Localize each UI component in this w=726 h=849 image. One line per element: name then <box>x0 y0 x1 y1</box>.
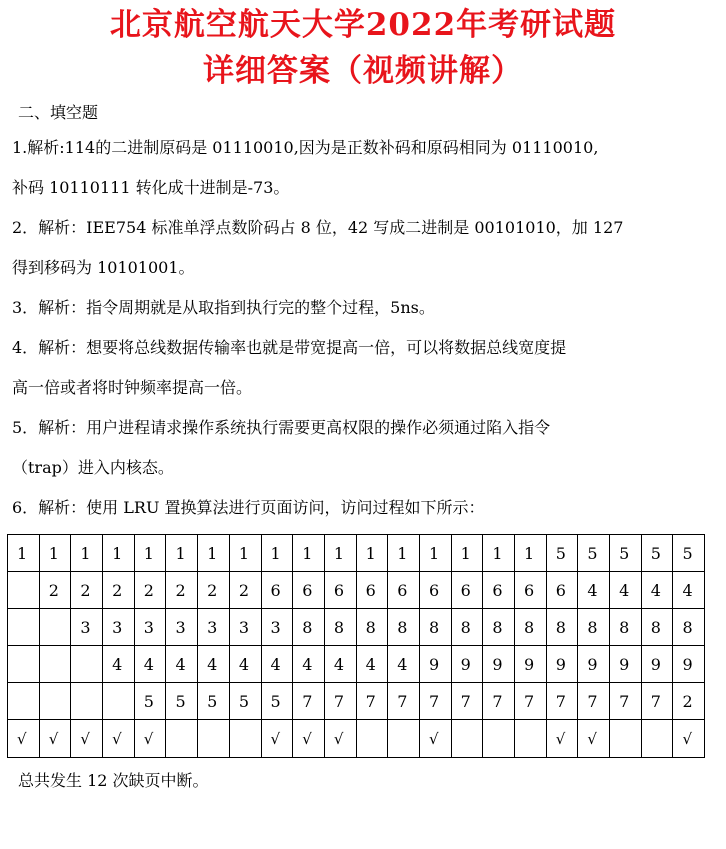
frame-cell: 9 <box>483 646 515 683</box>
frame-cell: 6 <box>356 572 388 609</box>
frame-cell <box>39 683 71 720</box>
summary-text: 总共发生 12 次缺页中断。 <box>18 771 209 790</box>
frame-cell: 8 <box>546 609 578 646</box>
frame-cell: 4 <box>103 646 135 683</box>
frame-row-3 <box>8 609 705 646</box>
frame-cell: 1 <box>451 535 483 572</box>
frame-cell: 7 <box>515 683 547 720</box>
frame-cell: 6 <box>388 572 420 609</box>
fault-mark-cell: √ <box>419 720 451 758</box>
frame-cell: 7 <box>293 683 325 720</box>
frame-cell: 3 <box>229 609 261 646</box>
frame-cell: 4 <box>261 646 293 683</box>
fault-mark-cell: √ <box>261 720 293 758</box>
frame-cell: 6 <box>293 572 325 609</box>
frame-cell: 4 <box>356 646 388 683</box>
frame-cell: 1 <box>356 535 388 572</box>
fault-mark-cell <box>356 720 388 758</box>
frame-cell: 7 <box>610 683 642 720</box>
frame-cell: 4 <box>198 646 230 683</box>
frame-cell: 5 <box>134 683 166 720</box>
fault-mark-cell <box>483 720 515 758</box>
fault-mark-cell <box>641 720 673 758</box>
frame-cell: 7 <box>546 683 578 720</box>
answer-2-line-1: 2．解析：IEE754 标准单浮点数阶码占 8 位，42 写成二进制是 00101010，加 127 <box>12 218 624 237</box>
frame-cell: 1 <box>324 535 356 572</box>
fault-mark-cell: √ <box>39 720 71 758</box>
frame-cell <box>8 609 40 646</box>
fault-mark-cell <box>515 720 547 758</box>
answer-5 <box>12 408 716 488</box>
frame-cell: 4 <box>229 646 261 683</box>
frame-cell: 9 <box>419 646 451 683</box>
answer-3 <box>12 288 716 328</box>
frame-cell: 1 <box>261 535 293 572</box>
lru-table-body <box>8 535 705 758</box>
frame-cell: 1 <box>293 535 325 572</box>
frame-cell: 7 <box>483 683 515 720</box>
frame-cell <box>8 683 40 720</box>
frame-cell: 5 <box>641 535 673 572</box>
frame-cell: 6 <box>261 572 293 609</box>
frame-cell: 7 <box>419 683 451 720</box>
frame-cell: 8 <box>673 609 705 646</box>
frame-cell: 2 <box>103 572 135 609</box>
answer-4 <box>12 328 716 408</box>
frame-cell: 1 <box>419 535 451 572</box>
frame-cell: 4 <box>673 572 705 609</box>
lru-page-table <box>7 534 705 758</box>
answer-6 <box>12 488 716 528</box>
section-heading: 二、填空题 <box>18 103 99 122</box>
frame-cell: 8 <box>324 609 356 646</box>
frame-cell: 7 <box>641 683 673 720</box>
frame-cell: 1 <box>71 535 103 572</box>
fault-mark-cell: √ <box>546 720 578 758</box>
frame-cell: 5 <box>610 535 642 572</box>
frame-cell: 5 <box>198 683 230 720</box>
frame-row-1 <box>8 535 705 572</box>
frame-cell: 8 <box>641 609 673 646</box>
answer-1-line-2: 补码 10110111 转化成十进制是-73。 <box>12 178 290 197</box>
frame-cell: 5 <box>578 535 610 572</box>
frame-cell: 9 <box>641 646 673 683</box>
frame-cell: 1 <box>134 535 166 572</box>
frame-cell: 1 <box>39 535 71 572</box>
frame-row-4 <box>8 646 705 683</box>
frame-cell: 9 <box>515 646 547 683</box>
frame-cell: 1 <box>166 535 198 572</box>
frame-cell: 3 <box>71 609 103 646</box>
frame-cell: 8 <box>419 609 451 646</box>
frame-cell: 8 <box>515 609 547 646</box>
fault-mark-cell: √ <box>134 720 166 758</box>
frame-cell: 7 <box>324 683 356 720</box>
frame-cell: 2 <box>229 572 261 609</box>
fault-mark-cell: √ <box>673 720 705 758</box>
fault-mark-cell: √ <box>103 720 135 758</box>
frame-cell: 6 <box>419 572 451 609</box>
fault-mark-cell: √ <box>71 720 103 758</box>
answer-5-line-1: 5．解析：用户进程请求操作系统执行需要更高权限的操作必须通过陷入指令 <box>12 418 551 437</box>
frame-cell: 2 <box>71 572 103 609</box>
frame-cell: 4 <box>388 646 420 683</box>
frame-cell: 1 <box>198 535 230 572</box>
answer-6-line-1: 6．解析：使用 LRU 置换算法进行页面访问，访问过程如下所示： <box>12 498 485 517</box>
fault-mark-cell <box>229 720 261 758</box>
frame-cell: 6 <box>451 572 483 609</box>
frame-cell: 8 <box>356 609 388 646</box>
frame-cell: 2 <box>39 572 71 609</box>
frame-cell: 9 <box>610 646 642 683</box>
answer-5-line-2: （trap）进入内核态。 <box>12 458 174 477</box>
frame-cell: 5 <box>261 683 293 720</box>
frame-cell: 4 <box>578 572 610 609</box>
frame-row-2 <box>8 572 705 609</box>
frame-cell: 8 <box>293 609 325 646</box>
fault-mark-cell: √ <box>8 720 40 758</box>
frame-cell: 6 <box>515 572 547 609</box>
fault-mark-cell: √ <box>324 720 356 758</box>
frame-cell: 3 <box>261 609 293 646</box>
frame-cell: 8 <box>451 609 483 646</box>
frame-cell: 9 <box>578 646 610 683</box>
answer-2-line-2: 得到移码为 10101001。 <box>12 258 195 277</box>
frame-cell: 3 <box>166 609 198 646</box>
frame-cell: 4 <box>610 572 642 609</box>
fault-mark-cell <box>166 720 198 758</box>
frame-cell: 4 <box>293 646 325 683</box>
frame-cell: 9 <box>673 646 705 683</box>
answer-2 <box>12 208 716 288</box>
frame-cell: 8 <box>610 609 642 646</box>
frame-cell: 1 <box>229 535 261 572</box>
frame-cell: 9 <box>546 646 578 683</box>
frame-cell <box>39 609 71 646</box>
answer-4-line-1: 4．解析：想要将总线数据传输率也就是带宽提高一倍，可以将数据总线宽度提 <box>12 338 567 357</box>
frame-cell: 3 <box>103 609 135 646</box>
fault-mark-cell: √ <box>293 720 325 758</box>
frame-cell: 2 <box>134 572 166 609</box>
frame-cell: 5 <box>229 683 261 720</box>
frame-cell <box>71 646 103 683</box>
frame-cell: 5 <box>673 535 705 572</box>
answer-1 <box>12 128 716 208</box>
frame-cell: 4 <box>324 646 356 683</box>
frame-cell: 3 <box>198 609 230 646</box>
document-title-line2: 详细答案（视频讲解） <box>203 53 523 89</box>
frame-cell: 8 <box>578 609 610 646</box>
frame-cell: 8 <box>483 609 515 646</box>
frame-cell: 7 <box>578 683 610 720</box>
frame-cell: 2 <box>673 683 705 720</box>
frame-cell <box>39 646 71 683</box>
frame-cell: 7 <box>356 683 388 720</box>
frame-cell <box>8 572 40 609</box>
frame-cell: 3 <box>134 609 166 646</box>
frame-row-5 <box>8 683 705 720</box>
frame-cell: 6 <box>324 572 356 609</box>
frame-cell: 8 <box>388 609 420 646</box>
frame-cell: 1 <box>515 535 547 572</box>
frame-cell: 1 <box>483 535 515 572</box>
fault-mark-cell <box>610 720 642 758</box>
fault-mark-cell <box>198 720 230 758</box>
frame-cell: 2 <box>198 572 230 609</box>
answers-list <box>0 128 726 528</box>
frame-cell: 6 <box>483 572 515 609</box>
frame-cell <box>8 646 40 683</box>
fault-row <box>8 720 705 758</box>
fault-mark-cell: √ <box>578 720 610 758</box>
frame-cell: 5 <box>166 683 198 720</box>
answer-1-line-1: 1.解析:114的二进制原码是 01110010,因为是正数补码和原码相同为 01110010, <box>12 138 599 157</box>
frame-cell: 6 <box>546 572 578 609</box>
frame-cell: 4 <box>166 646 198 683</box>
frame-cell: 1 <box>103 535 135 572</box>
frame-cell <box>71 683 103 720</box>
frame-cell: 4 <box>641 572 673 609</box>
frame-cell <box>103 683 135 720</box>
frame-cell: 7 <box>388 683 420 720</box>
document-title-line1: 北京航空航天大学2022年考研试题 <box>109 7 617 43</box>
frame-cell: 2 <box>166 572 198 609</box>
fault-mark-cell <box>451 720 483 758</box>
fault-mark-cell <box>388 720 420 758</box>
frame-cell: 1 <box>8 535 40 572</box>
answer-3-line-1: 3．解析：指令周期就是从取指到执行完的整个过程，5ns。 <box>12 298 435 317</box>
frame-cell: 7 <box>451 683 483 720</box>
frame-cell: 9 <box>451 646 483 683</box>
answer-4-line-2: 高一倍或者将时钟频率提高一倍。 <box>12 378 253 397</box>
frame-cell: 4 <box>134 646 166 683</box>
frame-cell: 5 <box>546 535 578 572</box>
frame-cell: 1 <box>388 535 420 572</box>
